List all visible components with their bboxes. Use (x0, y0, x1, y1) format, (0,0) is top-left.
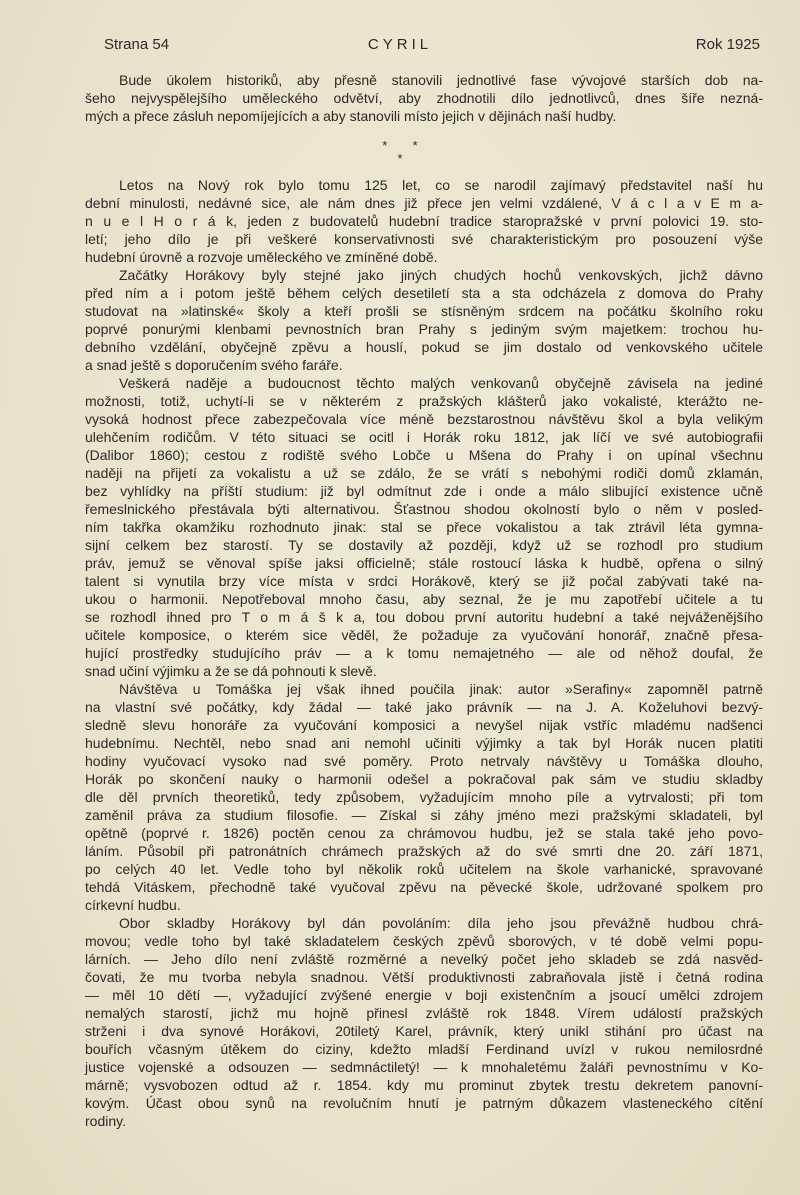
separator-stars-bottom: * (397, 153, 403, 164)
article-body (85, 176, 763, 1130)
text-line: před ním a i potom ještě během celých desetiletí sta a sta odcházela z domova do Prahy (85, 285, 763, 301)
text-line: kovým. Účast obou synů na revolučním hnutí je patrným důkazem vlasteneckého cítění (85, 1095, 763, 1111)
journal-title: CYRIL (367, 36, 433, 53)
text-line: márně; vysvobozen odtud až r. 1854. kdy mu prominut zbytek trestu dekretem panovní- (85, 1077, 763, 1093)
text-line: Obor skladby Horákovy byl dán povoláním: díla jeho jsou převážně hudbou chrá- (119, 915, 763, 931)
text-line: ulehčením rodičům. V této situaci se ocitl i Horák roku 1812, jak líčí ve své autobiografii (85, 429, 763, 445)
text-line: hodiny vyučovací vysoko nad své poměry. Proto netrvaly návštěvy u Tomáška dlouho, (85, 753, 763, 769)
text-line: se rozhodl ihned pro T o m á š k a, tou dobou první autoritu hudební a také nejváženějšího (85, 609, 763, 625)
paragraph (85, 176, 763, 266)
paragraph (85, 374, 763, 680)
text-line: n u e l H o r á k, jeden z budovatelů hudební tradice staropražské v první polovici 19. sto- (85, 213, 763, 229)
text-line: sledně slevu honoráře za vyučování komposici a nevyšel nijak vstříc mladému nadšenci (85, 717, 763, 733)
page-number: Strana 54 (104, 36, 170, 53)
text-line: poprvé ponurými klenbami pevnostních bran Prahy s jediným svým majetkem: trochou hu- (85, 321, 763, 337)
text-line: práv, jemuž se věnoval spíše jaksi officielně; stále rostoucí láska k hudbě, opřena o silný (85, 555, 763, 571)
text-line: čovati, že mu tvorba nebyla snadnou. Větší produktivnosti zabraňovala jistě i četná rodina (85, 969, 763, 985)
text-line: letí; jeho dílo je při veškeré konservativnosti své charakteristickým pro posouzení výše (85, 231, 763, 247)
separator-stars-top: * * (382, 140, 418, 151)
text-line: studovat na »latinské« školy a kteří prošli se stísněným srdcem na počátku školního roku (85, 303, 763, 319)
text-line: po celých 40 let. Vedle toho byl několik roků učitelem na škole varhanické, spravované (85, 861, 763, 877)
text-line: na vlastní své počátky, kdy žádal — také jako právník — na J. A. Koželuhovi bezvý- (85, 699, 763, 715)
text-line: učitele komposice, o kterém sice věděl, že požaduje za vyučování honorář, značně přesa- (85, 627, 763, 643)
text-line: Bude úkolem historiků, aby přesně stanovili jednotlivé fase vývojové starších dob na- (119, 72, 763, 88)
text-line: opětně (poprvé r. 1826) poctěn cenou za chrámovou hudbu, jež se stala také jeho povo- (85, 825, 763, 841)
text-line: lárních. — Jeho dílo není zvláště rozměrné a nevelký počet jeho skladeb se zdá nasvěd- (85, 951, 763, 967)
text-line: šeho nejvyspělejšího uměleckého odvětví, aby zhodnotili dílo jednotlivců, dnes šíře nezná- (85, 90, 763, 106)
text-line: movou; vedle toho byl také skladatelem českých zpěvů sborových, v té době velmi popu- (85, 933, 763, 949)
text-line: justice vojenské a odsouzen — sedmnáctiletý! — k mnohaletému žaláři pevnostnímu v Ko- (85, 1059, 763, 1075)
text-line: hudebnímu. Nechtěl, nebo snad ani nemohl učiniti výjimky a tak byl Horák nucen platiti (85, 735, 763, 751)
text-line: Veškerá naděje a budoucnost těchto malých venkovanů obyčejně závisela na jediné (119, 375, 763, 391)
paragraph (85, 71, 763, 125)
text-line: sijní celkem bez starostí. Ty se dostavily až později, když už se rozhodl pro studium (85, 537, 763, 553)
text-line: zaměnil práva za studium filosofie. — Získal si záhy jméno mezi pražskými skladateli, byl (85, 807, 763, 823)
paragraph (85, 680, 763, 914)
text-line: bouřích včasným útěkem do ciziny, kdežto mladší Ferdinand uvízl v rukou nemilosrdné (85, 1041, 763, 1057)
text-line: Letos na Nový rok bylo tomu 125 let, co se narodil zajímavý představitel naší hu (119, 177, 763, 193)
text-line: ním takřka okamžiku rozhodnuto jinak: stal se přece vokalistou a tak ztrávil léta gymna- (85, 519, 763, 535)
text-line: dební minulosti, nedávné sice, ale nám dnes již přece jen velmi vzdálené, V á c l a v E m a- (85, 195, 763, 211)
text-line: debního vzdělání, obyčejně zpěvu a houslí, pokud se jim dostalo od venkovského učitele (85, 339, 763, 355)
text-line: Začátky Horákovy byly stejné jako jiných chudých hochů venkovských, jichž dávno (119, 267, 763, 283)
text-line: strženi i dva synové Horákovi, 20tiletý Karel, právník, který unikl stihání pro účast na (85, 1023, 763, 1039)
text-line: mých a přece zásluh nepomíjejících a aby stanovili místo jejich v dějinách naší hudby. (85, 108, 617, 124)
text-line: vysoká hodnost přece zabezpečovala více méně bezstarostnou návštěvu škol a byla velikým (85, 411, 763, 427)
year: Rok 1925 (695, 36, 760, 53)
text-line: snad učiní výjimku a že se dá pohnouti k slevě. (85, 663, 377, 679)
text-line: láním. Působil při patronátních chrámech pražských až do své smrti dne 20. září 1871, (85, 843, 763, 859)
text-line: hující prostředky studujícího práv — a k tomu nemajetného — ale od něhož doufal, že (85, 645, 763, 661)
intro-paragraph (85, 71, 763, 125)
text-line: dle děl prvních theoretiků, tedy způsobem, vyžadujícím mnoho píle a vytrvalosti; při tom (85, 789, 763, 805)
text-line: a snad ještě s doporučením svého faráře. (85, 357, 343, 373)
text-line: — měl 10 dětí —, vyžadující zvýšené energie v boji existenčním a jsoucí umělci zdrojem (85, 987, 763, 1003)
text-line: církevní hudbu. (85, 897, 181, 913)
text-line: bez vyhlídky na příští studium: již byl odmítnut zde i onde a málo slibující existence učně (85, 483, 763, 499)
text-line: (Dalibor 1860); cestou z rodiště svého Lobče u Mšena do Prahy i on upínal všechnu (85, 447, 763, 463)
text-line: talent si vynutila brzy více místa v srdci Horákově, který se již počal zabývati také na- (85, 573, 763, 589)
text-line: řemeslnického přestávala býti alternativou. Šťastnou shodou okolností bylo o něm v posled- (85, 501, 763, 517)
text-line: tehdá Vitáskem, přechodně také vyučoval zpěvu na pěvecké škole, udržované spolkem pro (85, 879, 763, 895)
text-line: ukou o harmonii. Nepotřeboval mnoho času, aby seznal, že je mu zapotřebí učitele a tu (85, 591, 763, 607)
text-line: Návštěva u Tomáška jej však ihned poučila jinak: autor »Serafiny« zapomněl patrně (119, 681, 763, 697)
text-line: možnosti, totiž, uchytí-li se v některém z pražských klášterů jako vokalisté, kterážto ne- (85, 393, 763, 409)
text-line: rodiny. (85, 1113, 126, 1129)
text-line: Horák po skončení nauky o harmonii odešel a pokračoval pak sám ve studiu skladby (85, 771, 763, 787)
paragraph (85, 266, 763, 374)
paragraph (85, 914, 763, 1130)
text-line: hudební úrovně a rozvoje uměleckého ve zmíněné době. (85, 249, 438, 265)
text-line: naději na přijetí za vokalistu a už se zdálo, že se vrátí s nebohými rodiči domů zklamán, (85, 465, 763, 481)
text-line: nemalých starostí, jichž mu hojně přinesl zvláště rok 1848. Vírem událostí pražských (85, 1005, 763, 1021)
